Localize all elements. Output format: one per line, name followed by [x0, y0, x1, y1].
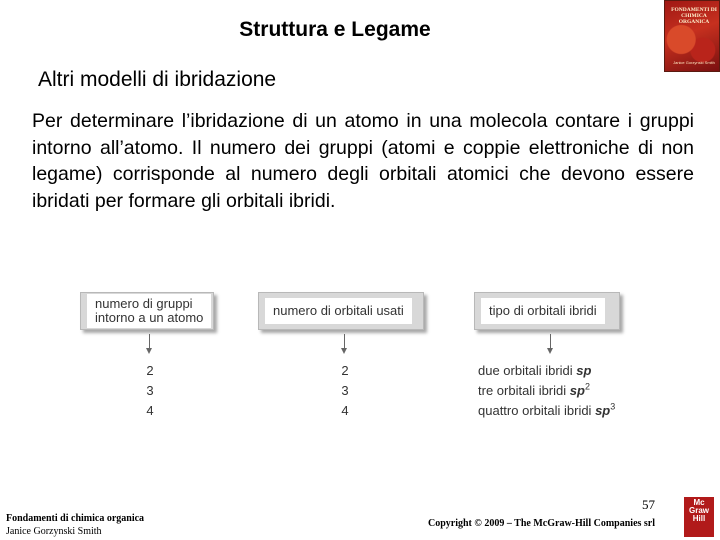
groups-value: 2 — [146, 363, 154, 378]
body-paragraph: Per determinare l’ibridazione di un atomo in una molecola contare i gruppi intorno all’atomo. Il numero dei gruppi (atomi e coppie elettroniche di non legame) corrisponde al numero degli orbitali atomici che devono essere ibridati per formare gli orbitali ibridi. — [32, 110, 694, 212]
orbitals-used-header-box — [258, 292, 424, 330]
groups-header-line2: intorno a un atomo — [95, 310, 204, 325]
slide-subtitle: Altri modelli di ibridazione — [38, 68, 277, 91]
hybrid-type-header-box — [474, 292, 620, 330]
mcgraw-hill-logo — [684, 497, 714, 537]
logo-line: Hill — [692, 514, 706, 523]
book-cover-title: FONDAMENTI DI CHIMICA ORGANICA — [671, 7, 717, 25]
book-cover-author: Janice Gorzynski Smith — [673, 60, 715, 65]
groups-header-label — [87, 294, 211, 328]
groups-value: 3 — [146, 383, 154, 398]
orbitals-used-value: 2 — [341, 363, 349, 378]
orbitals-used-header-label: numero di orbitali usati — [265, 298, 412, 324]
orbitals-used-arrow-head — [341, 348, 347, 354]
logo-line: Graw — [688, 506, 709, 515]
hybrid-type-row — [478, 383, 590, 398]
hybrid-type-header-label: tipo di orbitali ibridi — [481, 298, 605, 324]
footer-book-title: Fondamenti di chimica organica — [6, 513, 145, 524]
hybrid-type-exponent: 3 — [610, 401, 616, 412]
hybrid-type-exponent: 2 — [584, 381, 590, 392]
hybrid-type-text: quattro orbitali ibridi — [478, 403, 592, 418]
hybrid-type-text: due orbitali ibridi — [478, 363, 573, 378]
hybrid-type-orbital: sp — [595, 403, 611, 418]
hybrid-type-orbital: sp — [576, 363, 592, 378]
slide-title: Struttura e Legame — [239, 18, 431, 41]
copyright-notice: Copyright © 2009 – The McGraw-Hill Companies srl — [428, 518, 656, 529]
page-number: 57 — [642, 497, 655, 512]
groups-value: 4 — [146, 403, 154, 418]
hybrid-type-arrow-head — [547, 348, 553, 354]
groups-header-box — [80, 292, 214, 330]
groups-header-line1: numero di gruppi — [95, 296, 193, 311]
book-cover-image — [664, 0, 720, 72]
groups-arrow-head — [146, 348, 152, 354]
hybrid-type-orbital: sp — [569, 383, 585, 398]
hybrid-type-arrow-line — [550, 334, 551, 348]
footer-author: Janice Gorzynski Smith — [6, 526, 102, 537]
hybrid-type-row — [478, 403, 615, 418]
orbitals-used-value: 3 — [341, 383, 349, 398]
hybrid-type-text: tre orbitali ibridi — [478, 383, 567, 398]
footer-book-info — [6, 512, 144, 538]
orbitals-used-value: 4 — [341, 403, 349, 418]
logo-line: Mc — [693, 498, 705, 507]
orbitals-used-arrow-line — [344, 334, 345, 348]
groups-arrow-line — [149, 334, 150, 348]
hybrid-type-row — [478, 363, 591, 378]
